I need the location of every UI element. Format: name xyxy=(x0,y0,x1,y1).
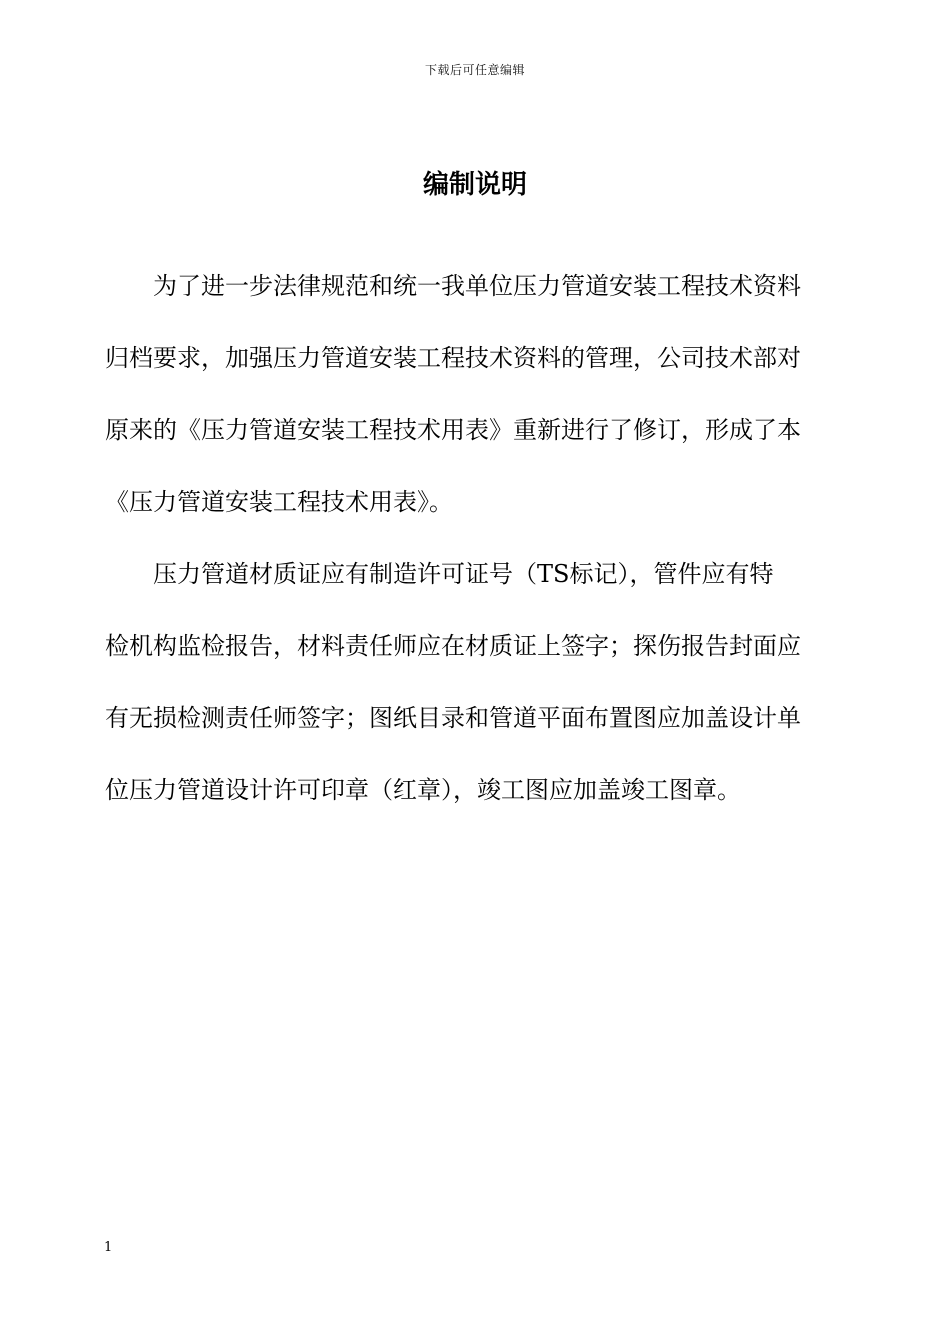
paragraph-line: 位压力管道设计许可印章（红章），竣工图应加盖竣工图章。 xyxy=(105,776,741,804)
paragraph-line: 《压力管道安装工程技术用表》。 xyxy=(105,488,453,516)
paragraph-line: 为了进一步法律规范和统一我单位压力管道安装工程技术资料 xyxy=(153,272,801,300)
paragraph-line: 压力管道材质证应有制造许可证号（TS标记），管件应有特 xyxy=(153,560,774,588)
paragraph-line: 有无损检测责任师签字；图纸目录和管道平面布置图应加盖设计单 xyxy=(105,704,801,732)
paragraph-line: 归档要求，加强压力管道安装工程技术资料的管理，公司技术部对 xyxy=(105,344,801,372)
page-number: 1 xyxy=(104,1240,113,1255)
paragraph-line: 检机构监检报告，材料责任师应在材质证上签字；探伤报告封面应 xyxy=(105,632,801,660)
paragraph-line: 原来的《压力管道安装工程技术用表》重新进行了修订，形成了本 xyxy=(105,416,801,444)
document-title: 编制说明 xyxy=(422,170,527,200)
paragraph-1 xyxy=(105,250,845,538)
page-header-note: 下载后可任意编辑 xyxy=(424,63,525,77)
paragraph-2 xyxy=(105,538,845,826)
document-body xyxy=(105,250,845,826)
